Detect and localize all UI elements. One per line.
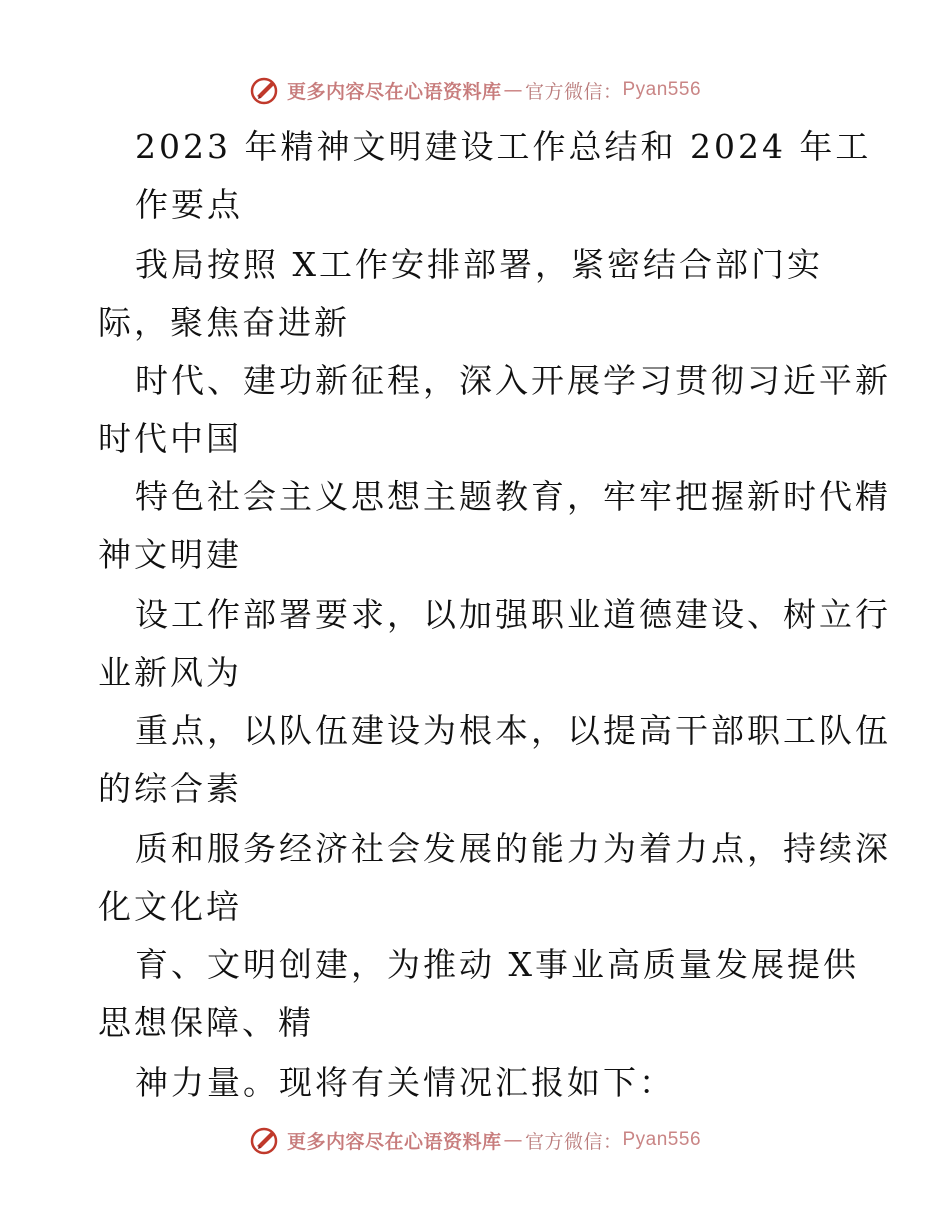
footer-banner-dash: — — [503, 1129, 523, 1151]
doc-line: 际，聚焦奋进新 — [98, 303, 350, 342]
header-banner-main-text: 更多内容尽在心语资料库 — [286, 80, 502, 103]
doc-line: 业新风为 — [98, 653, 242, 692]
doc-line: 设工作部署要求，以加强职业道德建设、树立行 — [135, 595, 891, 634]
footer-banner-wechat-id: Pyan556 — [622, 1129, 702, 1150]
doc-line: 时代中国 — [98, 419, 242, 458]
pen-logo-icon — [249, 1124, 281, 1156]
doc-line: 特色社会主义思想主题教育，牢牢把握新时代精 — [135, 477, 891, 516]
doc-line: 的综合素 — [98, 769, 242, 808]
header-banner-dash: — — [503, 79, 523, 101]
doc-line: 思想保障、精 — [98, 1003, 314, 1042]
doc-line: 时代、建功新征程，深入开展学习贯彻习近平新 — [135, 361, 891, 400]
footer-watermark-banner — [0, 1120, 950, 1160]
footer-banner-main-text: 更多内容尽在心语资料库 — [286, 1130, 502, 1153]
doc-line: 重点，以队伍建设为根本，以提高干部职工队伍 — [135, 711, 891, 750]
doc-title-line-2: 作要点 — [135, 185, 243, 224]
footer-banner-wechat-label: 官方微信： — [524, 1130, 623, 1153]
pen-logo-icon — [249, 74, 281, 106]
doc-line: 质和服务经济社会发展的能力为着力点，持续深 — [135, 829, 891, 868]
header-watermark-banner — [0, 70, 950, 110]
doc-line: 化文化培 — [98, 887, 242, 926]
doc-line: 神力量。现将有关情况汇报如下： — [135, 1063, 675, 1102]
doc-line: 我局按照 X工作安排部署，紧密结合部门实 — [135, 245, 823, 284]
doc-line: 神文明建 — [98, 535, 242, 574]
doc-title-line-1: 2023 年精神文明建设工作总结和 2024 年工 — [135, 127, 872, 166]
header-banner-wechat-label: 官方微信： — [524, 80, 623, 103]
doc-line: 育、文明创建，为推动 X事业高质量发展提供 — [135, 945, 859, 984]
header-banner-wechat-id: Pyan556 — [622, 79, 702, 100]
